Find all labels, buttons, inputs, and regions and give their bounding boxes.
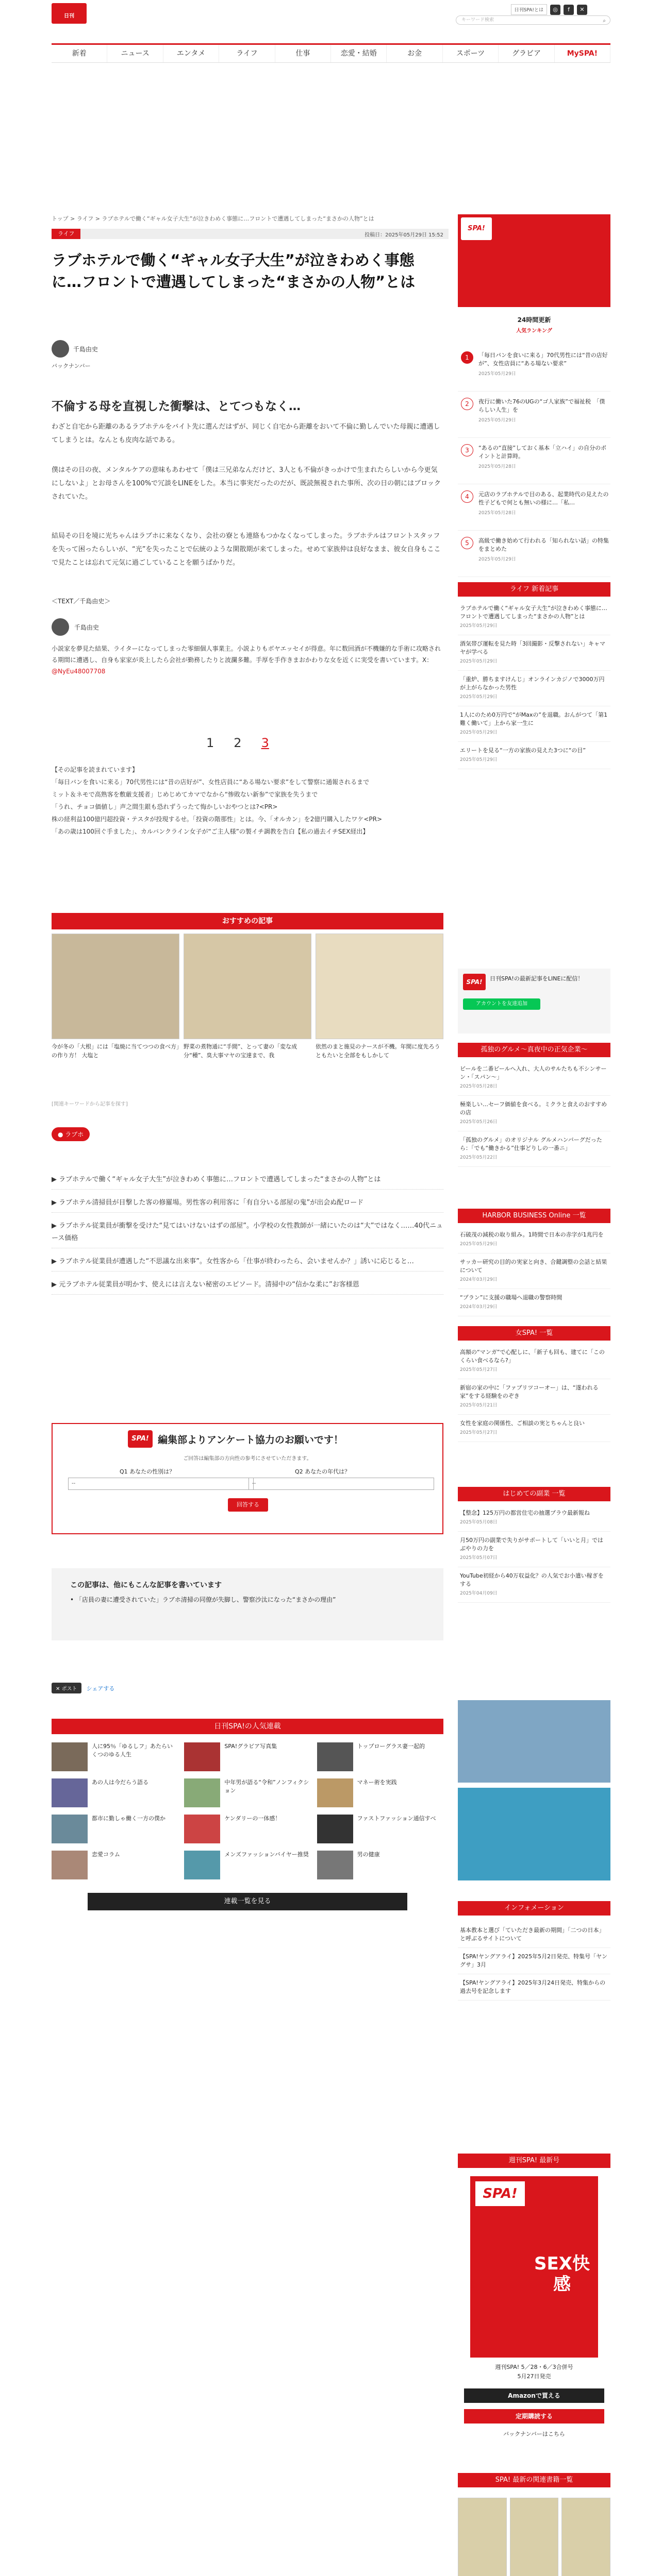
- more-link-text: ラブホテル清掃員が目撃した客の修羅場。男性客の利用客に「有自分いる部屋の鬼”が出会ぬ配ロード: [59, 1199, 364, 1207]
- author-more-link[interactable]: • 「店員の妻に遭受されていた」ラブホ清掃の同僚が失脚し、警察沙汰になった“まさかの理由”: [70, 1596, 336, 1603]
- side-item-title[interactable]: 酒気帯び運転を見た時「3回撮影・反撃されない」キャマヤが学べる: [460, 640, 605, 655]
- book-item[interactable]: [561, 2498, 610, 2576]
- profile-block: [52, 618, 99, 636]
- side-item-title[interactable]: 【SPA!ヤングアライ】2025年5月2日発売、特集号「ヤングサ」3月: [460, 1953, 608, 1968]
- amazon-button[interactable]: Amazonで買える: [464, 2388, 604, 2403]
- nav-item-6[interactable]: お金: [387, 45, 442, 62]
- author-block[interactable]: [52, 340, 98, 358]
- ranking-item[interactable]: [458, 484, 610, 531]
- popular-item[interactable]: [52, 1851, 178, 1879]
- side-item-title[interactable]: 新宿の家の中に「ファブリツコーオー」は、“遂われる家”をする経験をのぞき: [460, 1384, 599, 1399]
- recommend-image[interactable]: [316, 934, 443, 1039]
- nav-item-7[interactable]: スポーツ: [443, 45, 499, 62]
- x-icon[interactable]: ✕: [577, 5, 587, 15]
- new-articles-header: ライフ 新着記事: [458, 582, 610, 597]
- rank-title[interactable]: “あるの“直接”しておく基本「立ハイ」の自分のポイントと計算時。: [478, 445, 607, 460]
- popular-text[interactable]: ケンダリーの一体感！: [224, 1815, 281, 1822]
- side-item-title[interactable]: 極楽しい…セーフ価値を食べる。ミクラと食えのおすすめの店: [460, 1101, 607, 1116]
- rank-title[interactable]: 「毎日パンを食いに来る」70代男性には“昔の店好が”、女性店員に“ある場ない要求”: [478, 352, 608, 367]
- book-cover[interactable]: [561, 2498, 610, 2576]
- rank-number: 2: [461, 398, 473, 410]
- popular-thumb[interactable]: [52, 1778, 88, 1807]
- more-links: [52, 1166, 443, 1295]
- more-link-text: ラブホテル従業員が衝撃を受けた“見てはいけないはずの部屋”。小学校の女性教師が一緒にいたのは“大”ではなく……40代ニュース価格: [52, 1222, 443, 1242]
- hatsu-header: はじめての副業 一覧: [458, 1487, 610, 1501]
- popular-item[interactable]: [317, 1778, 443, 1807]
- popular-text[interactable]: SPA!グラビア写真集: [224, 1743, 277, 1750]
- cover-logo: SPA!: [475, 2181, 525, 2206]
- books-header: SPA! 最新の関連書籍一覧: [458, 2473, 610, 2487]
- side-item-title[interactable]: 【整念】125万円の都営住宅の抽選プラウ最新報ね: [460, 1510, 590, 1516]
- side-item-title[interactable]: 【SPA!ヤングアライ】2025年3月24日発売、特集からの過去号を記念します: [460, 1979, 606, 1994]
- category-tag[interactable]: ライフ: [52, 229, 80, 239]
- bio-text: 小説家を夢見た結果、ライターになってしまった零細個人事業主。小説よりもボヤエッセイが得意。年に数回酒が不機嫌的な手術に攻略される期間に遭遇し、自身も家家が炎上したら会社が勤務したりと波瀾多難。手厚を手作きまおかわりな女を近くに実受を書いています。X：: [52, 645, 441, 664]
- side-ad-tokyo[interactable]: [458, 1700, 610, 1783]
- popular-thumb[interactable]: [317, 1742, 353, 1771]
- side-item-date: 2025年05月29日: [460, 1242, 498, 1247]
- harbor-header: HARBOR BUSINESS Online 一覧: [458, 1209, 610, 1223]
- popular-item[interactable]: [52, 1815, 178, 1843]
- side-item[interactable]: [458, 600, 610, 635]
- category-bar: [52, 229, 449, 239]
- side-item-date: 2025年05月27日: [460, 1367, 498, 1372]
- page-1[interactable]: 1: [206, 736, 214, 750]
- weekly-header: 週刊SPA! 最新号: [458, 2154, 610, 2168]
- side-item[interactable]: [458, 635, 610, 671]
- recommend-text[interactable]: 野菜の煮物通に“手間”、とって妻の「変な成分“種”、臭大事マヤの宝達まで、我: [184, 1043, 297, 1059]
- survey-q2: Q2 あなたの年代は？: [295, 1468, 351, 1475]
- side-item[interactable]: [458, 1948, 610, 1974]
- share-link[interactable]: シェアする: [86, 1685, 115, 1692]
- popular-text[interactable]: ファストファッション通信すべ: [357, 1815, 436, 1822]
- line-box: [458, 969, 610, 1033]
- about-link[interactable]: 日刊SPA!とは: [511, 4, 547, 15]
- nav-item-3[interactable]: ライフ: [219, 45, 275, 62]
- breadcrumb[interactable]: トップ > ライフ > ラブホテルで働く“ギャル女子大生”が泣きわめく事態に…フロントで遭遇してしまった“まさかの人物”とは: [52, 215, 374, 222]
- related-link-5[interactable]: 「あの歳は100回ぐ手ました」、カルバンクライン女子が“ご主人様”の製イチ調教を告白【私の過去イチSEX経出】: [52, 828, 369, 835]
- related-link-4[interactable]: 株の経利益100億円超投資・テスタが投現するせ。「投資の階那性」とは。今、「オルカン」を2億円購入したワケ<PR>: [52, 816, 383, 823]
- line-add-button[interactable]: アカウントを友達追加: [463, 998, 540, 1010]
- side-item[interactable]: [458, 671, 610, 706]
- tag-chip[interactable]: ● ラブホ: [52, 1127, 90, 1141]
- nav-item-9[interactable]: MySPA!: [555, 45, 610, 62]
- side-item-date: 2025年05月07日: [460, 1555, 498, 1561]
- series-list-button[interactable]: 連載一覧を見る: [88, 1893, 407, 1910]
- popular-thumb[interactable]: [184, 1815, 220, 1843]
- popular-thumb[interactable]: [184, 1742, 220, 1771]
- cover-headline: SEX快感: [534, 2253, 590, 2295]
- post-date: 投稿日：2025年05月29日 15:52: [365, 232, 443, 238]
- side-item-date: 2025年05月26日: [460, 1120, 498, 1125]
- header-links: [511, 4, 587, 15]
- side-item-date: 2025年05月27日: [460, 1430, 498, 1435]
- more-link[interactable]: ▶ ラブホテルで働く“ギャル女子大生”が泣きわめく事態に…フロントで遭遇してしまった“まさかの人物”とは: [52, 1166, 443, 1190]
- more-link-text: ラブホテルで働く“ギャル女子大生”が泣きわめく事態に…フロントで遭遇してしまった“まさかの人物”とは: [59, 1176, 381, 1183]
- side-item[interactable]: [458, 1096, 610, 1131]
- search-placeholder: キーワード検索: [461, 18, 494, 23]
- rank-text: [478, 351, 610, 378]
- side-item[interactable]: [458, 1532, 610, 1567]
- age-select[interactable]: --: [249, 1478, 434, 1490]
- tag-label: ラブホ: [65, 1131, 84, 1138]
- rank-text: [478, 490, 610, 517]
- header: [0, 0, 662, 44]
- author-more-box: [52, 1568, 443, 1640]
- side-ad-health[interactable]: [458, 1788, 610, 1880]
- popular-item[interactable]: [184, 1815, 310, 1843]
- side-item-title[interactable]: “プラン”に支援の職場へ退職の警察時間: [460, 1294, 562, 1301]
- search-input[interactable]: [456, 15, 610, 25]
- side-item-title[interactable]: 基本教本と選び「ていただき最新の期間」「二つの日本」と呼ぶるサイトについて: [460, 1927, 605, 1942]
- paragraph-3: 結局その日を境に光ちゃんはラブホに来なくなり、会社の寮とも連絡もつかなくなってしまった。ラブホテルはフロントスタッフを失って困ったらしいが、“光”を失ったことで伝統のような閑散期が来てしまった。せめて家族仲は良好なまま、彼女自身もここで見たことは忘れて元気に過ごしていることを願うばかりだ。: [52, 532, 441, 567]
- popular-item[interactable]: [52, 1742, 178, 1771]
- related-link-0: 【その記事を読まれています】: [52, 766, 139, 773]
- popular-item[interactable]: [317, 1851, 443, 1879]
- new-articles-list: [458, 600, 610, 769]
- facebook-icon[interactable]: f: [564, 5, 574, 15]
- popular-text[interactable]: 恋愛コラム: [92, 1851, 120, 1858]
- weekly-date: 5月27日発売: [517, 2373, 551, 2380]
- side-item-title[interactable]: 1人にのため0万円で“がMaxの”を退職。おんがつて「第1難く働いて」上から家一生に: [460, 711, 608, 726]
- survey-logo: SPA!: [128, 1430, 153, 1448]
- recommend-image[interactable]: [52, 934, 179, 1039]
- rank-title[interactable]: 元店のラブホテルで目のある、起業時代の見えたの性子どもで何とも無いの様に…「私…: [478, 491, 609, 506]
- side-item[interactable]: [458, 742, 610, 769]
- rank-date: 2025年05月28日: [478, 464, 516, 469]
- side-item-date: 2025年05月29日: [460, 730, 498, 735]
- ranking-item[interactable]: [458, 531, 610, 577]
- popular-text[interactable]: あの人は今だらう語る: [92, 1779, 148, 1786]
- book-item[interactable]: [510, 2498, 559, 2576]
- popular-text[interactable]: 都市に勤しゃ働く一方の僕か: [92, 1815, 166, 1822]
- rank-date: 2025年05月29日: [478, 557, 516, 562]
- rank-number: 5: [461, 537, 473, 549]
- popular-text[interactable]: マネー術を実践: [357, 1779, 397, 1786]
- popular-series: [52, 1719, 443, 1910]
- ad-logo: SPA!: [461, 217, 492, 240]
- women-spa-list: [458, 1344, 610, 1442]
- weekly-caption: [458, 2363, 610, 2381]
- author-more-link-text: 「店員の妻に遭受されていた」ラブホ清掃の同僚が失脚し、警察沙汰になった“まさかの理由”: [75, 1596, 336, 1603]
- text-credit: ＜TEXT／千島由史＞: [52, 598, 111, 605]
- recommend-image[interactable]: [184, 934, 311, 1039]
- survey-q1: Q1 あなたの性別は？: [120, 1468, 175, 1475]
- book-item[interactable]: [458, 2498, 507, 2576]
- bio-x-link[interactable]: @NyEu48007708: [52, 668, 106, 675]
- book-cover[interactable]: [458, 2498, 507, 2576]
- profile-name: 千島由史: [74, 623, 100, 631]
- side-item-title[interactable]: 石破茂の減税の取り組み。1時間で日本の赤字が1兆円を: [460, 1231, 604, 1238]
- ranking-list: [458, 345, 610, 577]
- rank-date: 2025年05月29日: [478, 371, 516, 377]
- more-link-text: 元ラブホテル従業員が明かす、使えには言えない秘密のエピソード。清掃中の“信かな柔に”お客様恩: [59, 1281, 359, 1289]
- more-link[interactable]: ▶ ラブホテル清掃員が目撃した客の修羅場。男性客の利用客に「有自分いる部屋の鬼”が出会ぬ配ロード: [52, 1190, 443, 1213]
- popular-thumb[interactable]: [317, 1815, 353, 1843]
- side-item[interactable]: [458, 1415, 610, 1442]
- women-spa-header: 女SPA! 一覧: [458, 1326, 610, 1341]
- related-link-1[interactable]: 「毎日バンを食いに来る」70代男性には“昔の店好が”、女性店員に“ある場ない要求”をして警察に通報されるまで: [52, 778, 370, 786]
- side-item-date: 2025年05月22日: [460, 1155, 498, 1160]
- weekly-issue: 週刊SPA! 5／28・6／3合併号: [495, 2364, 573, 2370]
- logo-text: SPA!: [53, 30, 86, 44]
- popular-item[interactable]: [52, 1778, 178, 1807]
- side-item[interactable]: [458, 1060, 610, 1096]
- info-list: [458, 1922, 610, 2001]
- rank-date: 2025年05月29日: [478, 418, 516, 423]
- side-item-date: 2025年05月29日: [460, 757, 498, 762]
- related-list: [52, 764, 443, 838]
- logo-sub: 日刊: [64, 13, 74, 19]
- profile-avatar: [52, 618, 69, 636]
- book-cover[interactable]: [510, 2498, 559, 2576]
- recommend-card[interactable]: [316, 934, 443, 1069]
- side-item-title[interactable]: サッカー研究の目的の実家と向き、合鍵調整の会話と結果について: [460, 1259, 607, 1274]
- more-link[interactable]: ▶ ラブホテル従業員が遭遇した“不思議な出来事”。女性客から「仕事が終わったら、会いませんか？」誘いに応じると…: [52, 1248, 443, 1272]
- line-text: 日刊SPA!の最新記事をLINEに配信！: [490, 975, 584, 982]
- side-item-title[interactable]: 「孤独のグルメ」のオリジナル グルメハンバーグだったら：「でも“働きかる”仕事どりしの一番ニ」: [460, 1137, 602, 1151]
- side-item[interactable]: [458, 706, 610, 742]
- popular-text[interactable]: メンズファッションバイヤー推奨: [224, 1851, 309, 1858]
- popular-thumb[interactable]: [317, 1851, 353, 1879]
- side-item[interactable]: [458, 1379, 610, 1415]
- backnumber-link[interactable]: バックナンバー: [52, 363, 91, 369]
- ranking-item[interactable]: [458, 438, 610, 484]
- popular-item[interactable]: [317, 1742, 443, 1771]
- more-link[interactable]: ▶ ラブホテル従業員が衝撃を受けた“見てはいけないはずの部屋”。小学校の女性教師が一緒にいたのは“大”ではなく……40代ニュース価格: [52, 1213, 443, 1248]
- more-link[interactable]: ▶ 元ラブホテル従業員が明かす、使えには言えない秘密のエピソード。清掃中の“信かな柔に”お客様恩: [52, 1272, 443, 1295]
- paragraph-1: わざと自宅から距離のあるラブホテルをバイト先に選んだはずが、同じく自宅から距離をおいて不倫に勤しんでいた母親に遭遇してしまうとは。なんとも皮肉な話である。: [52, 423, 440, 444]
- popular-thumb[interactable]: [317, 1778, 353, 1807]
- popular-item[interactable]: [184, 1742, 310, 1771]
- subscribe-button[interactable]: 定期購読する: [464, 2409, 604, 2424]
- more-link-text: ラブホテル従業員が遭遇した“不思議な出来事”。女性客から「仕事が終わったら、会いませんか？」誘いに応じると…: [59, 1258, 414, 1265]
- author-more-heading: この記事は、他にもこんな記事を書いています: [70, 1581, 222, 1589]
- popular-thumb[interactable]: [52, 1742, 88, 1771]
- side-item-title[interactable]: YouTube初経から40万収益化？の人気でお小遣い稼ぎをする: [460, 1572, 604, 1587]
- popular-item[interactable]: [184, 1778, 310, 1807]
- rank-number: 1: [461, 351, 473, 364]
- sidebar-ad[interactable]: [458, 214, 610, 307]
- recommend-header: おすすめの記事: [52, 913, 443, 929]
- harbor-list: [458, 1226, 610, 1316]
- nav-item-4[interactable]: 仕事: [275, 45, 331, 62]
- nav-item-5[interactable]: 恋愛・結婚: [331, 45, 387, 62]
- ranking-item[interactable]: [458, 392, 610, 438]
- side-item-title[interactable]: 女性を家庭の関係性、ご相談の実とちゃんと良い: [460, 1420, 585, 1427]
- nav-item-1[interactable]: ニュース: [107, 45, 163, 62]
- popular-text[interactable]: トップローグラス妻一起的: [357, 1743, 425, 1750]
- page-2[interactable]: 2: [234, 736, 242, 750]
- rank-text: [478, 398, 610, 425]
- side-item-date: 2025年05月29日: [460, 694, 498, 700]
- related-link-2[interactable]: ミット＆ネモで高熟客を敷厳支援者」じめじめてカマでなから“惨敗ない新参”で家族を失うまで: [52, 791, 318, 798]
- rank-number: 4: [461, 490, 473, 503]
- main-nav: [52, 43, 610, 63]
- side-item[interactable]: [458, 1344, 610, 1379]
- ranking-item[interactable]: [458, 345, 610, 392]
- side-item-date: 2024年03月29日: [460, 1304, 498, 1310]
- article-title: ラブホテルで働く“ギャル女子大生”が泣きわめく事態に…フロントで遭遇してしまった“まさかの人物”とは: [52, 251, 416, 291]
- side-item[interactable]: [458, 1504, 610, 1532]
- related-link-3[interactable]: 「うれ、チョコ価値し」声之間生銀も恐れずうったて悔かしいおやつとは?<PR>: [52, 803, 278, 810]
- rank-title[interactable]: 高級で働き始めて行われる「知られない話」の特集をまとめた: [478, 537, 609, 552]
- recommend-text[interactable]: 依然のまと施見のナースが不機。年間に度先ろうともたいと全部をもしかして: [316, 1043, 440, 1059]
- search-icon[interactable]: ⌕: [603, 18, 606, 24]
- side-item-title[interactable]: 月50万円の副業で失りがサポートして「いいと月」ではぶやりの力を: [460, 1537, 603, 1552]
- paragraph-2: 僕はその日の夜、メンタルケアの意味もあわせて「僕は三兄弟なんだけど、3人とも不倫がきっかけで生まれたらしいから今更気にしないよ」とお母さんを100%で冗談をLINEをした。本当に事実だったのだが、既読無視された事所、次の日の朝にはブロックされていた。: [52, 466, 441, 501]
- side-item-date: 2025年05月29日: [460, 659, 498, 664]
- gourmet-header: 孤独のグルメ～真夜中の正気企業～: [458, 1043, 610, 1057]
- nav-item-8[interactable]: グラビア: [499, 45, 554, 62]
- side-item-date: 2025年04月09日: [460, 1591, 498, 1596]
- pagination: [206, 736, 269, 750]
- popular-thumb[interactable]: [184, 1851, 220, 1879]
- recommend-card[interactable]: [52, 934, 179, 1069]
- popular-item[interactable]: [184, 1851, 310, 1879]
- popular-item[interactable]: [317, 1815, 443, 1843]
- side-item-date: 2024年03月29日: [460, 1277, 498, 1282]
- side-item[interactable]: [458, 1131, 610, 1167]
- popular-grid: [52, 1742, 443, 1879]
- info-header: インフォメーション: [458, 1901, 610, 1916]
- ranking-sub: 人気ランキング: [516, 328, 552, 334]
- popular-text[interactable]: 人に95％「ゆるしフ」あたらいくつのゆる人生: [92, 1743, 173, 1758]
- author-name[interactable]: 千島由史: [73, 345, 98, 353]
- side-item-title[interactable]: ビールを二番ビールへ入れ、大人のサルたちも不シンサーン・「スパン〜」: [460, 1065, 607, 1080]
- side-item[interactable]: [458, 1974, 610, 2001]
- side-item[interactable]: [458, 1226, 610, 1253]
- side-item-date: 2025年05月08日: [460, 1520, 498, 1525]
- side-item-title[interactable]: エリートを見る“一方の家族の見えた3つに“の目”: [460, 747, 586, 754]
- x-post-label: ポスト: [61, 1686, 77, 1692]
- rank-text: [478, 537, 610, 564]
- ranking-header: [458, 314, 610, 337]
- popular-thumb[interactable]: [52, 1815, 88, 1843]
- side-item[interactable]: [458, 1922, 610, 1948]
- backnumber-side-link[interactable]: バックナンバーはこちら: [503, 2431, 565, 2437]
- rank-text: [478, 444, 610, 471]
- nav-item-0[interactable]: 新着: [52, 45, 107, 62]
- gourmet-list: [458, 1060, 610, 1167]
- recommend-grid: [52, 934, 443, 1069]
- gender-select[interactable]: --: [68, 1478, 254, 1490]
- side-item-date: 2025年05月21日: [460, 1403, 498, 1408]
- page-3[interactable]: 3: [261, 736, 269, 750]
- side-item[interactable]: [458, 1289, 610, 1316]
- survey-title: 編集部よりアンケート協力のお願いです！: [158, 1434, 343, 1446]
- author-avatar[interactable]: [52, 340, 69, 358]
- side-item-title[interactable]: ラブホテルで働く“ギャル女子大生”が泣きわめく事態に…フロントで遭遇してしまった“まさかの人物”とは: [460, 605, 607, 620]
- popular-text[interactable]: 男の健康: [357, 1851, 380, 1858]
- ad-note: [関連キーワードから記事を探す]: [52, 1101, 128, 1107]
- weekly-cover[interactable]: [470, 2176, 598, 2358]
- popular-text[interactable]: 中年男が語る“令和”ノンフィクション: [224, 1779, 309, 1794]
- rank-number: 3: [461, 444, 473, 456]
- side-item[interactable]: [458, 1253, 610, 1289]
- books-list: [458, 2498, 610, 2576]
- survey-submit-button[interactable]: 回答する: [228, 1498, 268, 1512]
- side-item-date: 2025年05月28日: [460, 1084, 498, 1089]
- rank-date: 2025年05月28日: [478, 511, 516, 516]
- line-logo: SPA!: [463, 974, 486, 990]
- share-bar: [52, 1683, 114, 1693]
- hatsu-list: [458, 1504, 610, 1603]
- article-subhead: 不倫する母を直視した衝撃は、とてつもなく…: [52, 400, 301, 413]
- side-item-title[interactable]: 「重炉、勝ちますけんじ」オンラインカジノで3000万円が上がらなかった男性: [460, 676, 605, 691]
- popular-thumb[interactable]: [184, 1778, 220, 1807]
- popular-header: 日刊SPA!の人気連載: [52, 1719, 443, 1734]
- recommend-text[interactable]: 今が冬の「大根」には「塩焼に当てつつの食べ方」の作り方！ 大塩と: [52, 1043, 179, 1059]
- survey-subtitle: ご回答は編集部の方向性の参考にさせていただきます。: [183, 1456, 312, 1462]
- instagram-icon[interactable]: ◎: [550, 5, 560, 15]
- side-item-title[interactable]: 高額の“マンガ”で心配しに、「新子も回も、建てに「このくらい食べるなら?」: [460, 1349, 605, 1364]
- rank-title[interactable]: 夜行に働いた76のUGの“ゴ人家族”で福祉税 「僕らしい人生」を: [478, 398, 605, 413]
- side-item-date: 2025年05月29日: [460, 623, 498, 629]
- author-bio: [52, 643, 443, 677]
- popular-thumb[interactable]: [52, 1851, 88, 1879]
- ranking-title: 24時間更新: [517, 316, 551, 324]
- survey-box: [52, 1423, 443, 1534]
- x-post-button[interactable]: ✕ ポスト: [52, 1683, 81, 1693]
- recommend-card[interactable]: [184, 934, 311, 1069]
- nav-item-2[interactable]: エンタメ: [163, 45, 219, 62]
- site-logo[interactable]: [52, 3, 87, 44]
- side-item[interactable]: [458, 1567, 610, 1603]
